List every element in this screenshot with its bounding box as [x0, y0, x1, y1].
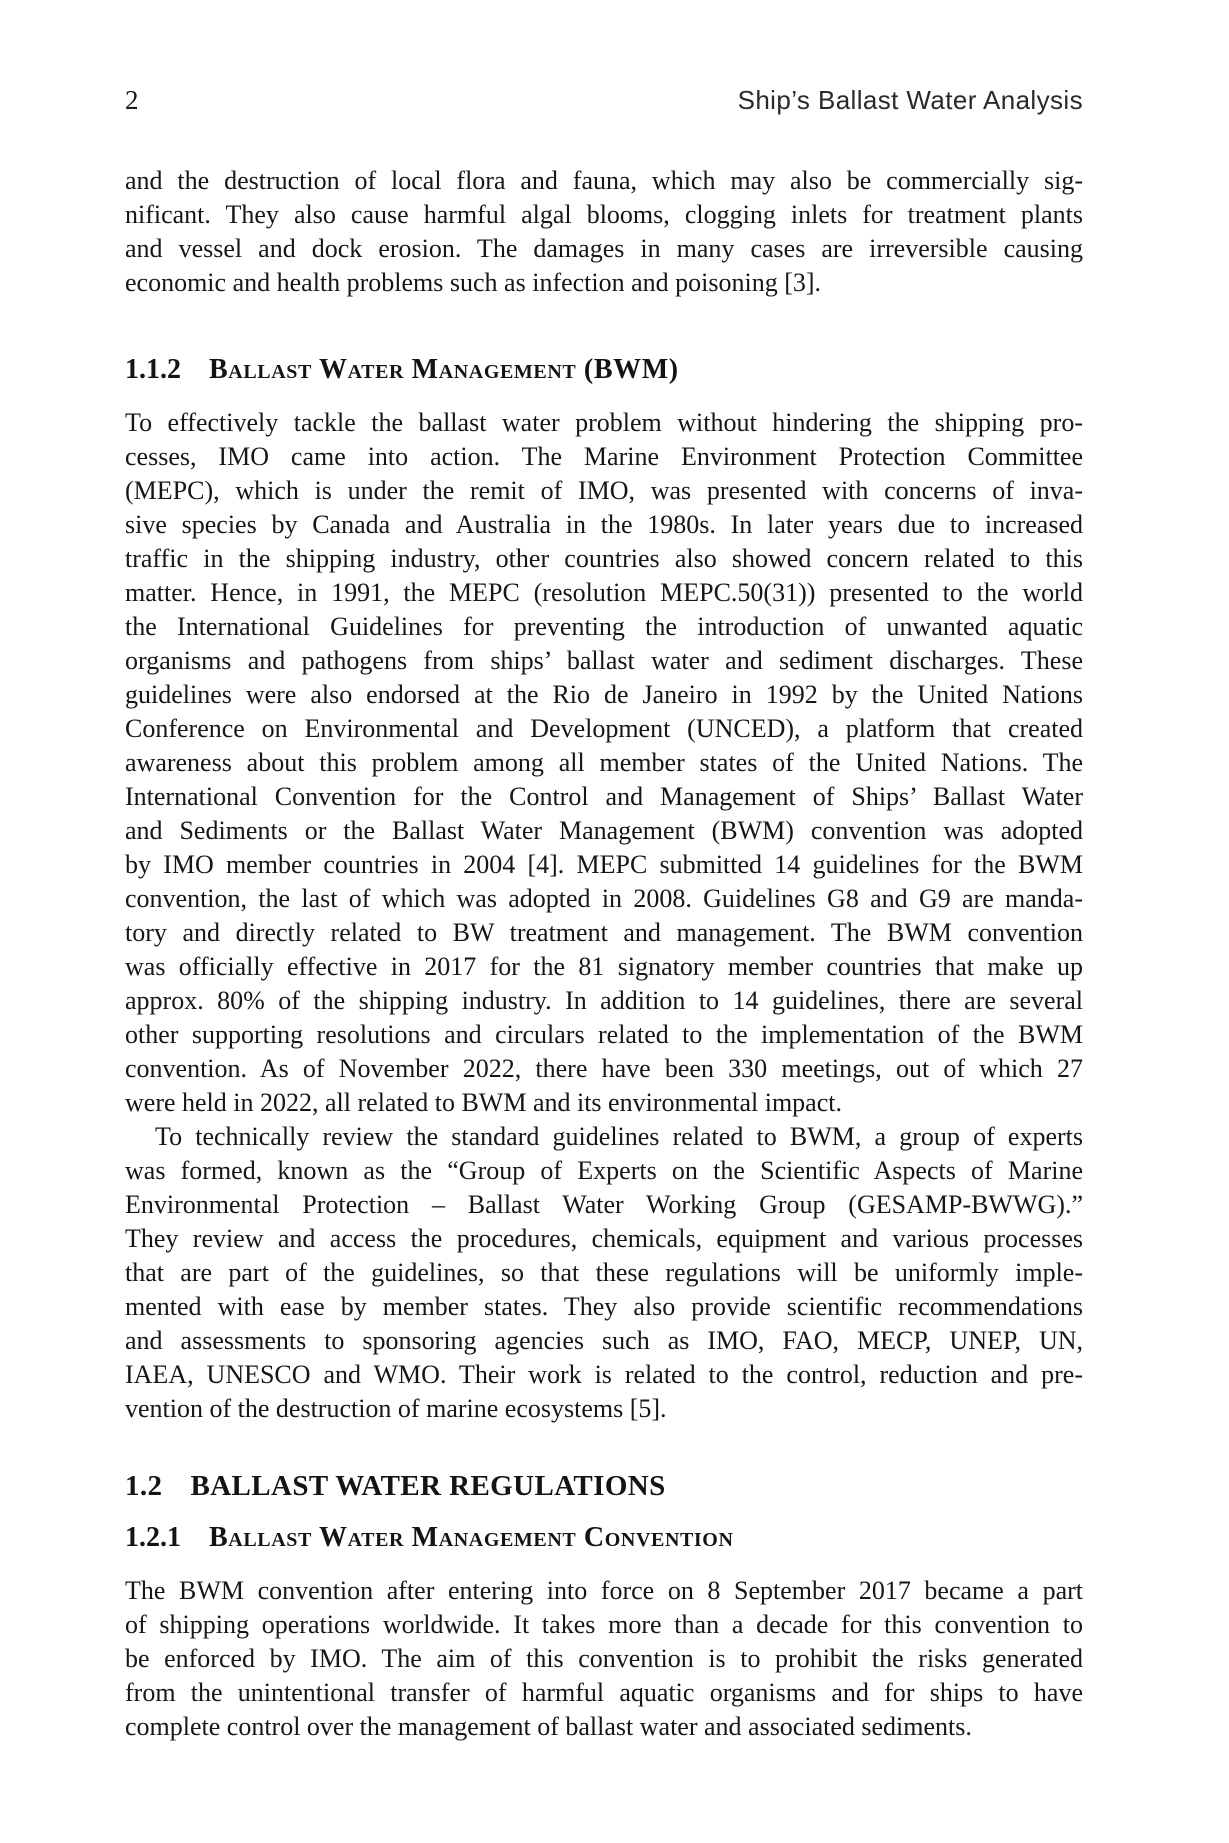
body-text-line: from the unintentional transfer of harmful aquatic organisms and for ships to have: [125, 1678, 1083, 1707]
paragraph: [125, 406, 1083, 1120]
body-text-line: convention. As of November 2022, there have been 330 meetings, out of which 27: [125, 1054, 1083, 1083]
paragraph: [125, 164, 1083, 300]
body-text-line: cesses, IMO came into action. The Marine Environment Protection Committee: [125, 442, 1083, 471]
body-text-line: economic and health problems such as infection and poisoning [3].: [125, 268, 822, 297]
heading-title: BALLAST WATER REGULATIONS: [190, 1470, 666, 1502]
section-heading-1.2: [125, 1466, 1083, 1506]
body-text-line: International Convention for the Control and Management of Ships’ Ballast Water: [125, 782, 1083, 811]
body-text-line: sive species by Canada and Australia in the 1980s. In later years due to increased: [125, 510, 1083, 539]
body-text-line: that are part of the guidelines, so that these regulations will be uniformly imple-: [125, 1258, 1083, 1287]
page-body: [125, 164, 1083, 1744]
heading-title: Ballast Water Management (BWM): [209, 354, 679, 385]
heading-title: Ballast Water Management Convention: [209, 1522, 734, 1553]
body-text-line: and Sediments or the Ballast Water Management (BWM) convention was adopted: [125, 816, 1083, 845]
body-text-line: tory and directly related to BW treatment and management. The BWM convention: [125, 918, 1083, 947]
body-text-line: Conference on Environmental and Development (UNCED), a platform that created: [125, 714, 1083, 743]
body-text-line: of shipping operations worldwide. It takes more than a decade for this convention to: [125, 1610, 1083, 1639]
section-heading-1.2.1: [125, 1518, 1083, 1558]
heading-number: 1.1.2: [125, 354, 181, 385]
running-title: Ship’s Ballast Water Analysis: [737, 85, 1083, 115]
page-header: [125, 85, 1083, 116]
body-text-line: traffic in the shipping industry, other countries also showed concern related to this: [125, 544, 1083, 573]
section-heading-1.1.2: [125, 350, 1083, 390]
heading-number: 1.2: [125, 1470, 163, 1502]
body-text-line: complete control over the management of ballast water and associated sediments.: [125, 1712, 972, 1741]
body-text-line: was officially effective in 2017 for the 81 signatory member countries that make up: [125, 952, 1083, 981]
body-text-line: by IMO member countries in 2004 [4]. MEPC submitted 14 guidelines for the BWM: [125, 850, 1083, 879]
body-text-line: awareness about this problem among all member states of the United Nations. The: [125, 748, 1083, 777]
body-text-line: To effectively tackle the ballast water problem without hindering the shipping pro-: [125, 408, 1083, 437]
body-text-line: was formed, known as the “Group of Experts on the Scientific Aspects of Marine: [125, 1156, 1083, 1185]
body-text-line: and assessments to sponsoring agencies such as IMO, FAO, MECP, UNEP, UN,: [125, 1326, 1083, 1355]
body-text-line: other supporting resolutions and circulars related to the implementation of the BWM: [125, 1020, 1083, 1049]
body-text-line: The BWM convention after entering into force on 8 September 2017 became a part: [125, 1576, 1083, 1605]
paragraph: [125, 1574, 1083, 1744]
heading-number: 1.2.1: [125, 1522, 181, 1553]
body-text-line: To technically review the standard guidelines related to BWM, a group of experts: [155, 1122, 1083, 1151]
body-text-line: matter. Hence, in 1991, the MEPC (resolution MEPC.50(31)) presented to the world: [125, 578, 1083, 607]
body-text-line: were held in 2022, all related to BWM and its environmental impact.: [125, 1088, 842, 1117]
body-text-line: organisms and pathogens from ships’ ballast water and sediment discharges. These: [125, 646, 1083, 675]
body-text-line: guidelines were also endorsed at the Rio de Janeiro in 1992 by the United Nations: [125, 680, 1083, 709]
page-number: 2: [125, 85, 139, 115]
paragraph: [125, 1120, 1083, 1426]
body-text-line: and the destruction of local flora and fauna, which may also be commercially sig-: [125, 166, 1083, 195]
body-text-line: Environmental Protection – Ballast Water Working Group (GESAMP-BWWG).”: [125, 1190, 1083, 1219]
body-text-line: and vessel and dock erosion. The damages in many cases are irreversible causing: [125, 234, 1083, 263]
body-text-line: approx. 80% of the shipping industry. In addition to 14 guidelines, there are several: [125, 986, 1083, 1015]
body-text-line: nificant. They also cause harmful algal blooms, clogging inlets for treatment plants: [125, 200, 1083, 229]
body-text-line: (MEPC), which is under the remit of IMO, was presented with concerns of inva-: [125, 476, 1083, 505]
body-text-line: vention of the destruction of marine ecosystems [5].: [125, 1394, 667, 1423]
body-text-line: convention, the last of which was adopted in 2008. Guidelines G8 and G9 are manda-: [125, 884, 1083, 913]
body-text-line: be enforced by IMO. The aim of this convention is to prohibit the risks generated: [125, 1644, 1083, 1673]
body-text-line: They review and access the procedures, chemicals, equipment and various processes: [125, 1224, 1083, 1253]
body-text-line: the International Guidelines for preventing the introduction of unwanted aquatic: [125, 612, 1083, 641]
body-text-line: IAEA, UNESCO and WMO. Their work is related to the control, reduction and pre-: [125, 1360, 1083, 1389]
body-text-line: mented with ease by member states. They also provide scientific recommendations: [125, 1292, 1083, 1321]
